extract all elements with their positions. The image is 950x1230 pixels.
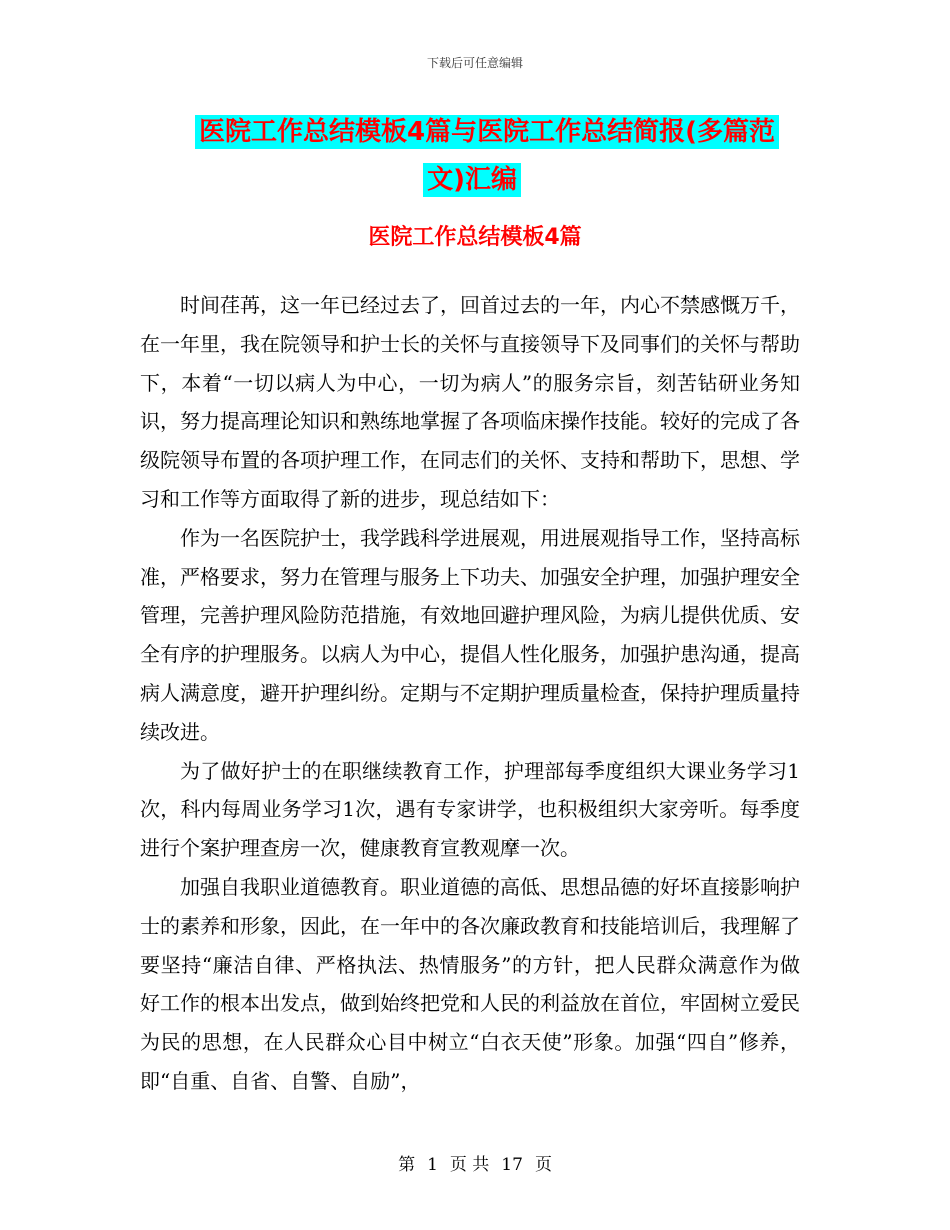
title-line-1: [195, 108, 795, 156]
paragraph: 为了做好护士的在职继续教育工作，护理部每季度组织大课业务学习1次，科内每周业务学习1次，遇有专家讲学，也积极组织大家旁听。每季度进行个案护理查房一次，健康教育宣教观摩一次。: [140, 758, 800, 861]
title-line-1-text: 医院工作总结模板4篇与医院工作总结简报(多篇范: [195, 115, 779, 149]
paragraph: 加强自我职业道德教育。职业道德的高低、思想品德的好坏直接影响护士的素养和形象，因此，在一年中的各次廉政教育和技能培训后，我理解了要坚持“廉洁自律、严格执法、热情服务”的方针，把人民群众满意作为做好工作的根本出发点，做到始终把党和人民的利益放在首位，牢固树立爱民为民的思想，在人民群众心目中树立“白衣天使”形象。加强“四自”修养，即“自重、自省、自警、自励”，: [140, 874, 800, 1093]
footer-suffix: 页: [534, 1155, 552, 1175]
footer-page-number: 1: [427, 1155, 438, 1175]
title-line-2: [195, 156, 795, 204]
footer-middle: 页 共: [449, 1155, 490, 1175]
paragraph: 作为一名医院护士，我学践科学进展观，用进展观指导工作，坚持高标准，严格要求，努力在管理与服务上下功夫、加强安全护理，加强护理安全管理，完善护理风险防范措施，有效地回避护理风险，为病儿提供优质、安全有序的护理服务。以病人为中心，提倡人性化服务，加强护患沟通，提高病人满意度，避开护理纠纷。定期与不定期护理质量检查，保持护理质量持续改进。: [140, 525, 800, 744]
page-header-note: 下载后可任意编辑: [426, 56, 523, 70]
paragraph: 时间荏苒，这一年已经过去了，回首过去的一年，内心不禁感慨万千，在一年里，我在院领导和护士长的关怀与直接领导下及同事们的关怀与帮助下，本着“一切以病人为中心，一切为病人”的服务宗旨，刻苦钻研业务知识，努力提高理论知识和熟练地掌握了各项临床操作技能。较好的完成了各级院领导布置的各项护理工作，在同志们的关怀、支持和帮助下，思想、学习和工作等方面取得了新的进步，现总结如下：: [140, 293, 800, 511]
footer-total-pages: 17: [501, 1155, 523, 1175]
body-text: [140, 286, 800, 1101]
document-title: [195, 108, 795, 204]
footer-prefix: 第: [398, 1155, 416, 1175]
section-heading: 医院工作总结模板4篇: [368, 225, 582, 250]
title-line-2-text: 文)汇编: [423, 163, 521, 197]
page-footer: [0, 1150, 950, 1175]
